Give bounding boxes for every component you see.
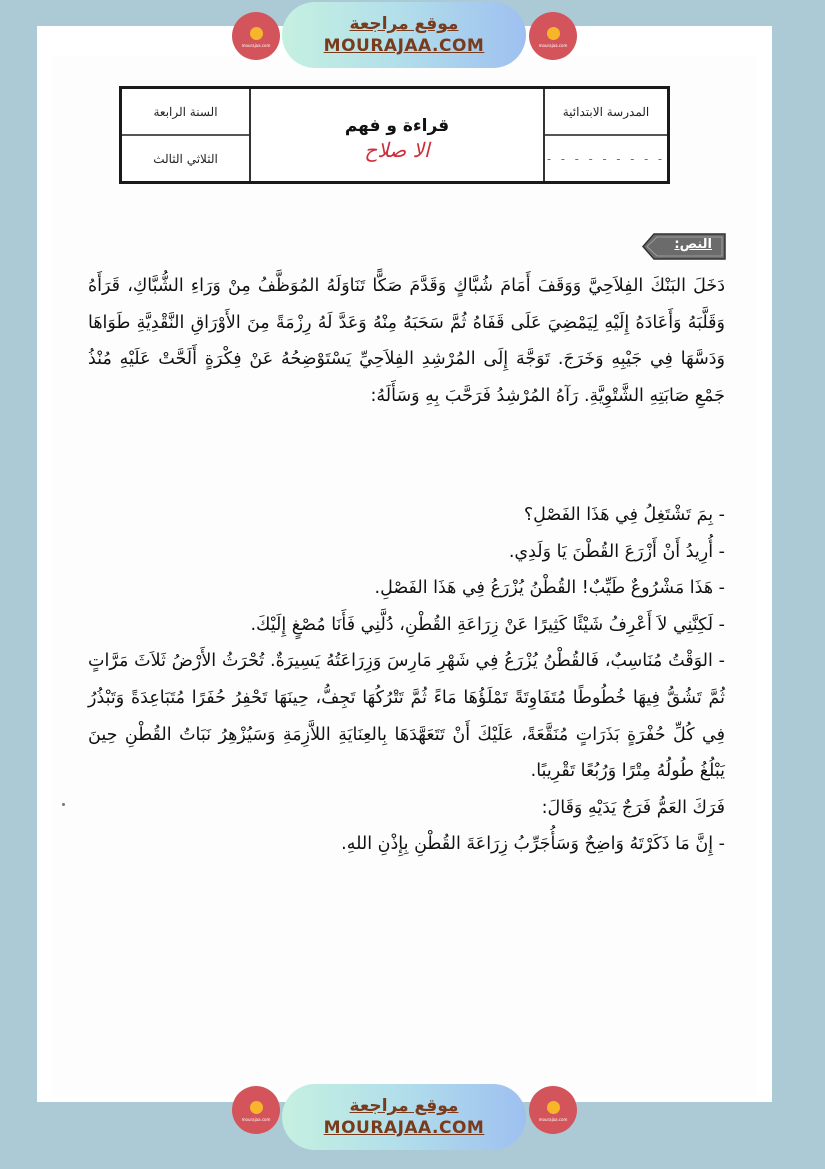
logo-caption: mourajaa.com <box>241 42 271 48</box>
dialogue-dash: - <box>718 578 725 599</box>
site-logo-badge <box>529 12 577 60</box>
book-icon <box>250 1101 263 1114</box>
dialogue-text: لَكِنَّنِي لاَ أَعْرِفُ شَيْئًا كَثِيرًا عَنْ زِرَاعَةِ القُطْنِ، دُلَّنِي فَأَنَا مُصْغٍ إِلَيْكَ. <box>250 614 714 635</box>
logo-caption: mourajaa.com <box>538 42 568 48</box>
dialogue-line-closing <box>88 826 725 863</box>
narration-line: فَرَكَ العَمُّ فَرَجٌ يَدَيْهِ وَقَالَ: <box>541 797 725 818</box>
site-logo-badge <box>232 12 280 60</box>
dialogue-text: هَذَا مَشْرُوعٌ طَيِّبٌ! القُطْنُ يُزْرَعُ فِي هَذَا الفَصْلِ. <box>374 578 714 599</box>
scan-speck <box>62 803 65 806</box>
handwritten-note: الا صلاح <box>364 138 430 162</box>
grade-label: السنة الرابعة <box>153 104 218 119</box>
section-tag-label: النص: <box>674 237 712 252</box>
header-left-column <box>122 89 251 181</box>
site-domain: MOURAJAA.COM <box>323 1118 485 1138</box>
dialogue-text: بِمَ تَشْتَغِلُ فِي هَذَا الفَصْلِ؟ <box>523 505 714 525</box>
exam-header-table <box>119 86 670 184</box>
logo-caption: mourajaa.com <box>538 1116 568 1122</box>
book-icon <box>547 1101 560 1114</box>
dialogue-text: أُرِيدُ أَنْ أَزْرَعَ القُطْنَ يَا وَلَدِي. <box>508 541 714 562</box>
intro-paragraph: دَخَلَ البَنْكَ الفِلاَحِيَّ وَوَقَفَ أَمَامَ شُبَّاكٍ وَقَدَّمَ صَكًّا تَنَاوَلَهُ المُوَظَّفُ مِنْ وَرَاءِ الشُّبَّاكِ، قَرَأَهُ وَقَلَّبَهُ وَأَعَادَهُ إِلَيْهِ لِيَمْضِيَ عَلَى قَفَاهُ ثُمَّ سَحَبَهُ مِنْهُ وَعَدَّ لَهُ رِزْمَةً مِنَ الأَوْرَاقِ النَّقْدِيَّةِ طَوَاهَا وَدَسَّهَا فِي جَيْبِهِ وَخَرَجَ. تَوَجَّهَ إِلَى المُرْشِدِ الفِلاَحِيِّ يَسْتَوْضِحُهُ عَنْ فِكْرَةٍ أَلَحَّتْ عَلَيْهِ مُنْذُ جَمْعِ صَابَتِهِ الشَّتْوِيَّةِ. رَآهُ المُرْشِدُ فَرَحَّبَ بِهِ وَسَأَلَهُ: <box>88 276 725 406</box>
dialogue-line <box>88 497 725 534</box>
dialogue-line <box>88 570 725 607</box>
site-banner-top[interactable] <box>282 2 526 68</box>
site-banner-bottom[interactable] <box>282 1084 526 1150</box>
header-center <box>251 89 543 181</box>
dialogue-dash: - <box>718 651 725 672</box>
dialogue-dash: - <box>718 614 725 635</box>
school-blank: - - - - - - - - - <box>545 134 667 181</box>
site-logo-badge <box>529 1086 577 1134</box>
site-name-arabic: موقع مراجعة <box>349 1096 459 1116</box>
passage-intro <box>88 268 725 414</box>
site-name-arabic: موقع مراجعة <box>349 14 459 34</box>
dialogue-dash: - <box>718 541 725 562</box>
book-icon <box>250 27 263 40</box>
dialogue-line <box>88 534 725 571</box>
site-logo-badge <box>232 1086 280 1134</box>
dialogue-dash: - <box>718 505 725 525</box>
school-label: المدرسة الابتدائية <box>562 104 650 119</box>
section-tag <box>642 233 726 260</box>
term-label: الثلاثي الثالث <box>122 134 249 181</box>
dialogue-block <box>88 497 725 863</box>
dialogue-long-reply <box>88 643 725 789</box>
subject-title: قراءة و فهم <box>344 116 450 136</box>
dialogue-text: إِنَّ مَا ذَكَرْتَهُ وَاضِحٌ وَسَأُجَرِّبُ زِرَاعَةَ القُطْنِ بِإِذْنِ اللهِ. <box>341 834 714 855</box>
site-domain: MOURAJAA.COM <box>323 36 485 56</box>
dialogue-text: الوَقْتُ مُنَاسِبٌ، فَالقُطْنُ يُزْرَعُ فِي شَهْرِ مَارِسَ وَزِرَاعَتُهُ يَسِيرَةٌ. تُحْرَثُ الأَرْضُ ثَلاَثَ مَرَّاتٍ ثُمَّ تَشُقُّ فِيهَا خُطُوطًا مُتَفَاوِتَةً تَمْلَؤُهَا مَاءً ثُمَّ تَتْرُكُهَا تَجِفُّ، حِينَهَا تَحْفِرُ حُفَرًا مُتَبَاعِدَةً وَتَبْذُرُ فِي كُلِّ حُفْرَةٍ بَذَرَاتٍ مُنَقَّعَةً، عَلَيْكَ أَنْ تَتَعَهَّدَهَا بِالعِنَايَةِ اللاَّزِمَةِ وَسَيُزْهِرُ نَبَاتُ القُطْنِ حِينَ يَبْلُغُ طُولُهُ مِتْرًا وَرُبُعًا تَقْرِيبًا. <box>88 651 725 782</box>
dialogue-line <box>88 607 725 644</box>
dialogue-dash: - <box>718 834 725 855</box>
book-icon <box>547 27 560 40</box>
header-right-column <box>543 89 667 181</box>
logo-caption: mourajaa.com <box>241 1116 271 1122</box>
